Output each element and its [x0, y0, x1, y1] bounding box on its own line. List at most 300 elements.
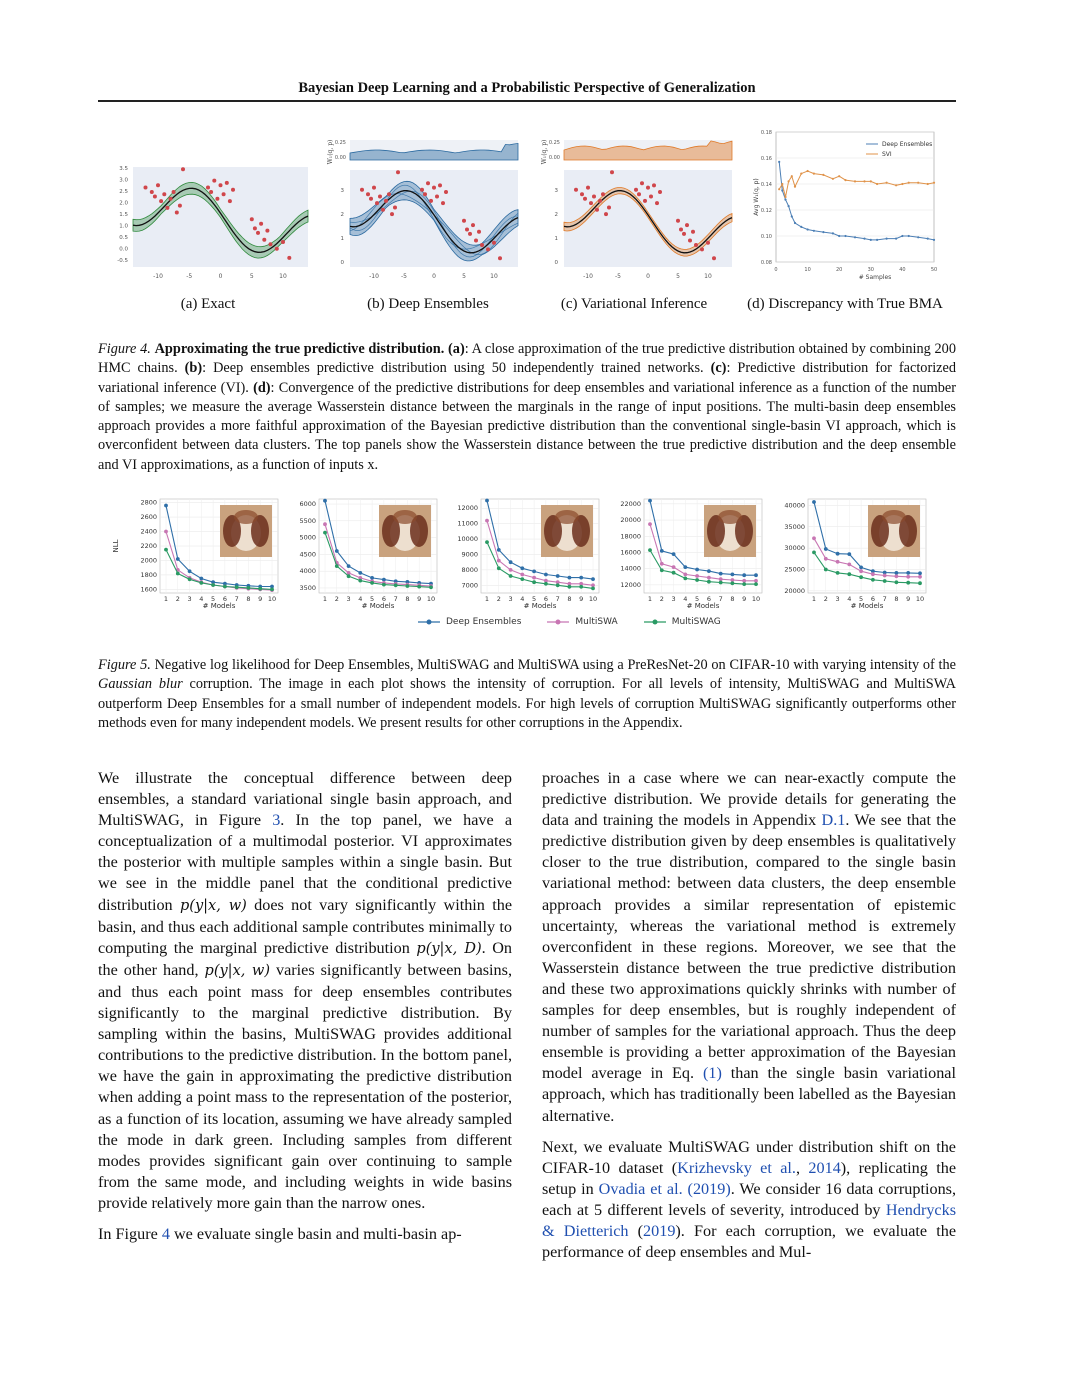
equation-1-link[interactable]: (1) [702, 1064, 722, 1083]
data-point [691, 230, 695, 234]
data-point [225, 181, 229, 185]
x-tick-label: 1 [484, 595, 490, 603]
series-point-multiswa [707, 576, 711, 580]
y-tick-label: 0.18 [760, 130, 772, 136]
series-point-deep-ensembles [695, 568, 699, 572]
citation-krizhevsky[interactable]: Krizhevsky et al. [677, 1158, 796, 1177]
series-point [886, 238, 888, 240]
series-point [800, 226, 802, 228]
series-point [927, 238, 929, 240]
thumbnail-head-top [234, 510, 258, 524]
series-point-multiswa [754, 579, 758, 583]
x-tick-label: -10 [369, 273, 379, 280]
data-point [396, 170, 400, 174]
data-point [256, 231, 260, 235]
text: Next, we evaluate MultiSWAG under distribution shift on the CIFAR-10 dataset ( [542, 1137, 956, 1177]
series-point-multiswa [895, 574, 899, 578]
data-point [474, 239, 478, 243]
x-tick-label: 10 [588, 595, 598, 603]
series-point-multiswa [918, 575, 922, 579]
series-point-deep-ensembles [579, 576, 583, 580]
figure-5-legend [418, 617, 721, 627]
x-tick-label: -10 [153, 273, 163, 280]
data-point [222, 192, 226, 196]
y-tick-label: 2000 [140, 556, 157, 565]
series-point-deep-ensembles [836, 552, 840, 556]
series-point-multiswa [859, 569, 863, 573]
x-tick-label: 10 [490, 273, 498, 280]
text: , [795, 1158, 801, 1177]
series-point-deep-ensembles [906, 571, 910, 575]
appendix-d1-link[interactable]: D.1 [821, 811, 846, 830]
panel-d-discrepancy-chart [746, 122, 946, 292]
series-point-multiswa [824, 557, 828, 561]
text: In Figure [98, 1224, 158, 1243]
figure-3-link[interactable]: 3 [272, 811, 281, 830]
series-point-multiswag [812, 551, 816, 555]
y-tick-label: 11000 [457, 519, 478, 528]
fig4-d: (d) [253, 379, 271, 396]
x-tick-label: 6 [706, 595, 711, 603]
data-point [468, 232, 472, 236]
x-axis-label: # Models [361, 602, 395, 610]
data-point [592, 195, 596, 199]
series-point-deep-ensembles [497, 548, 501, 552]
series-point-deep-ensembles [812, 500, 816, 504]
series-point-multiswag [258, 587, 262, 591]
series-point-multiswa [520, 573, 524, 577]
series-point-multiswag [579, 585, 583, 589]
x-tick-label: 20 [836, 267, 843, 273]
x-tick-label: 4 [847, 595, 852, 603]
series-point [813, 230, 815, 232]
x-tick-label: 5 [695, 595, 700, 603]
series-point [870, 239, 872, 241]
series-point [778, 188, 780, 190]
series-point-deep-ensembles [847, 552, 851, 556]
series-point-deep-ensembles [731, 573, 735, 577]
series-point [781, 189, 783, 191]
y-tick-label: 3.5 [119, 166, 128, 172]
data-point [231, 188, 235, 192]
x-tick-label: 6 [870, 595, 875, 603]
data-point [212, 179, 216, 183]
citation-ovadia[interactable]: Ovadia et al. (2019) [598, 1179, 731, 1198]
series-point-multiswag [906, 581, 910, 585]
y-tick-label: 2400 [140, 527, 157, 536]
series-point-multiswa [871, 572, 875, 576]
series-point [917, 182, 919, 184]
series-point-deep-ensembles [895, 571, 899, 575]
data-point [435, 195, 439, 199]
series-point-deep-ensembles [742, 573, 746, 577]
series-point-deep-ensembles [370, 576, 374, 580]
inset-tick-label: 0.25 [548, 140, 560, 146]
series-point [788, 205, 790, 207]
series-point-deep-ensembles [358, 571, 362, 575]
figure-5-caption [98, 656, 956, 733]
x-tick-label: 4 [520, 595, 525, 603]
text: proaches in a case where we can near-exactly compute the predictive distribution. We provide details for generating the data and training the models in Appendix [542, 769, 956, 830]
text: . On the other hand, [98, 938, 512, 979]
data-point [676, 219, 680, 223]
series-point [813, 173, 815, 175]
series-point-multiswag [847, 572, 851, 576]
y-tick-label: 1 [340, 236, 344, 242]
series-point-deep-ensembles [199, 577, 203, 581]
x-tick-label: 9 [742, 595, 747, 603]
series-point [908, 182, 910, 184]
series-point-deep-ensembles [859, 566, 863, 570]
data-point [423, 192, 427, 196]
data-point [652, 183, 656, 187]
series-point [778, 161, 780, 163]
x-tick-label: 5 [370, 595, 375, 603]
data-point [604, 212, 608, 216]
y-tick-label: -0.5 [117, 258, 128, 264]
data-point [589, 201, 593, 205]
series-point-multiswag [695, 578, 699, 582]
fig5-label: Figure 5. [98, 657, 151, 673]
data-point [634, 188, 638, 192]
series-point-deep-ensembles [382, 578, 386, 582]
y-tick-label: 0.5 [119, 235, 128, 241]
x-tick-label: 2 [659, 595, 664, 603]
text: ), replicating the setup in [542, 1158, 956, 1198]
x-axis-label: # Models [686, 602, 720, 610]
y-tick-label: 3 [340, 188, 344, 194]
citation-hendrycks[interactable]: Hendrycks & Dietterich [542, 1200, 957, 1240]
x-tick-label: 40 [899, 267, 906, 273]
x-tick-label: 10 [279, 273, 287, 280]
series-point-multiswag [429, 585, 433, 589]
data-point [480, 243, 484, 247]
data-point [498, 256, 502, 260]
data-point [259, 222, 263, 226]
x-tick-label: -10 [583, 273, 593, 280]
data-point [580, 192, 584, 196]
series-point [784, 196, 786, 198]
y-tick-label: 4000 [299, 567, 316, 576]
x-tick-label: -5 [186, 273, 193, 280]
legend-label-multiswa: MultiSWA [575, 617, 618, 627]
series-point-multiswag [406, 584, 410, 588]
series-point-multiswag [707, 580, 711, 584]
y-tick-label: 5000 [299, 533, 316, 542]
series-point [863, 180, 865, 182]
data-point [165, 206, 169, 210]
x-tick-label: 5 [211, 595, 216, 603]
data-point [175, 211, 179, 215]
nll-chart-2 [281, 495, 446, 615]
x-tick-label: 5 [462, 273, 466, 280]
figure-5 [98, 495, 958, 635]
x-tick-label: 3 [187, 595, 192, 603]
series-point [791, 175, 793, 177]
data-point [685, 223, 689, 227]
series-point-multiswag [648, 548, 652, 552]
header-rule [98, 100, 956, 102]
data-point [637, 192, 641, 196]
y-tick-label: 6000 [299, 500, 316, 509]
fig5-text-2: corruption. The image in each plot shows the intensity of corruption. For all levels of intensity, MultiSWAG and MultiSWA outperform Deep Ensembles for a small number of independent models. For high levels of corruption MultiSWAG significantly outperforms other methods even for many independent models. We present results for other corruptions in the Appendix. [98, 676, 956, 731]
data-point [441, 201, 445, 205]
legend-marker-deep-ensembles [418, 618, 440, 626]
nll-chart-4 [606, 495, 771, 615]
y-tick-label: 0 [340, 260, 344, 266]
y-tick-label: 2200 [140, 542, 157, 550]
thumbnail-head-top [393, 510, 417, 524]
y-axis-label: Avg W₁(q, p) [753, 178, 760, 216]
series-point-multiswag [394, 583, 398, 587]
series-point [876, 183, 878, 185]
x-tick-label: 2 [496, 595, 501, 603]
citation-krizhevsky-year[interactable]: 2014 [808, 1158, 841, 1177]
fig4-c: (c) [710, 360, 727, 377]
data-point [387, 192, 391, 196]
text: we evaluate single basin and multi-basin ap- [173, 1224, 462, 1243]
series-point-multiswag [824, 568, 828, 572]
x-tick-label: 0 [218, 273, 223, 280]
data-point [156, 183, 160, 187]
data-point [381, 208, 385, 212]
series-point-multiswag [270, 588, 274, 592]
series-point [863, 238, 865, 240]
nll-chart-5 [770, 495, 935, 615]
series-point-deep-ensembles [824, 547, 828, 551]
series-point [794, 186, 796, 188]
citation-hendrycks-year[interactable]: 2019 [643, 1221, 676, 1240]
y-tick-label: 10000 [457, 535, 478, 544]
y-tick-label: 0 [554, 260, 558, 266]
series-point-multiswag [335, 564, 339, 568]
series-point-deep-ensembles [556, 574, 560, 578]
x-tick-label: 8 [567, 595, 572, 603]
series-point [854, 180, 856, 182]
y-tick-label: 22000 [620, 499, 641, 508]
y-tick-label: 3 [554, 188, 558, 194]
data-point [366, 192, 370, 196]
data-point [269, 242, 273, 246]
series-point-multiswag [918, 581, 922, 585]
data-point [215, 197, 219, 201]
series-point-multiswag [176, 572, 180, 576]
right-column [542, 768, 956, 1273]
series-point-deep-ensembles [335, 549, 339, 553]
plot-background [564, 170, 732, 267]
data-point [646, 186, 650, 190]
legend-marker-multiswa [547, 618, 569, 626]
y-tick-label: 7000 [461, 581, 478, 590]
x-tick-label: 8 [730, 595, 735, 603]
y-tick-label: 9000 [461, 550, 478, 559]
x-tick-label: 2 [334, 595, 339, 603]
text: than the single basin variational approach, which has traditionally been labelled as the Bayesian alternative. [542, 1064, 956, 1125]
data-point [477, 230, 481, 234]
data-point [438, 183, 442, 187]
data-point [393, 206, 397, 210]
data-point [465, 228, 469, 232]
series-point-deep-ensembles [188, 569, 192, 573]
data-point [486, 247, 490, 251]
x-tick-label: 3 [835, 595, 840, 603]
series-point-deep-ensembles [164, 504, 168, 508]
fig4-b-text: : Deep ensembles predictive distribution using 50 independently trained networks. [202, 360, 704, 377]
x-tick-label: 6 [381, 595, 386, 603]
y-tick-label: 18000 [620, 532, 641, 541]
series-point-multiswa [648, 522, 652, 526]
fig4-label: Figure 4. [98, 341, 151, 357]
x-tick-label: 10 [751, 595, 761, 603]
running-header: Bayesian Deep Learning and a Probabilistic Perspective of Generalization [298, 80, 756, 96]
series-point-deep-ensembles [719, 572, 723, 576]
series-point-multiswag [532, 580, 536, 584]
series-point [832, 232, 834, 234]
x-tick-label: 6 [543, 595, 548, 603]
series-point-multiswa [695, 574, 699, 578]
series-point-multiswa [485, 519, 489, 523]
figure-4-link[interactable]: 4 [161, 1224, 170, 1243]
legend-label: SVI [882, 151, 892, 158]
x-tick-label: 9 [906, 595, 911, 603]
legend-multiswa [547, 617, 617, 627]
series-point [933, 239, 935, 241]
series-point-multiswag [188, 577, 192, 581]
series-point-multiswa [509, 568, 513, 572]
series-point-multiswag [859, 575, 863, 579]
data-point [378, 195, 382, 199]
series-point-multiswa [812, 536, 816, 540]
series-point-multiswag [199, 581, 203, 585]
legend-label: Deep Ensembles [882, 141, 933, 148]
data-point [384, 199, 388, 203]
x-tick-label: 0 [774, 267, 778, 273]
series-point-multiswag [370, 581, 374, 585]
series-point [807, 228, 809, 230]
series-point-multiswa [719, 577, 723, 581]
data-point [169, 197, 173, 201]
data-point [375, 201, 379, 205]
x-axis-label: # Samples [858, 274, 892, 281]
data-point [390, 212, 394, 216]
left-column [98, 768, 512, 1255]
series-point-multiswa [847, 563, 851, 567]
fig4-title: Approximating the true predictive distribution. [154, 341, 445, 357]
data-point [492, 241, 496, 245]
x-tick-label: -5 [401, 273, 407, 280]
y-tick-label: 1.5 [119, 212, 128, 218]
y-tick-label: 30000 [784, 544, 805, 553]
x-tick-label: 0 [646, 273, 650, 280]
x-tick-label: 9 [579, 595, 584, 603]
text: varies significantly between basins, and thus each point mass for deep ensembles contributes significantly to the marginal predictive distribution. By sampling within the basins, MultiSWAG provides additional contributions to the predictive distribution. In the bottom panel, we have the gain in approximating the predictive distribution when adding a point mass to the representation of the posterior, as a function of its location, assuming we have already sampled the mode in dark green. Including samples from different modes provides significant gain over continuing to sample from the same mode, and including weights in wide basins provide relatively more gain than the narrow ones. [98, 960, 512, 1212]
x-tick-label: 7 [718, 595, 723, 603]
data-point [432, 186, 436, 190]
inset-tick-label: 0.25 [334, 140, 346, 146]
x-tick-label: 6 [222, 595, 227, 603]
data-point [281, 240, 285, 244]
y-tick-label: 12000 [457, 504, 478, 513]
series-point-deep-ensembles [509, 560, 513, 564]
y-tick-label: 5500 [299, 516, 316, 525]
data-point [360, 188, 364, 192]
x-tick-label: 7 [234, 595, 239, 603]
data-point [688, 239, 692, 243]
y-tick-label: 2800 [140, 498, 157, 507]
series-point [791, 215, 793, 217]
y-tick-label: 2 [554, 212, 558, 218]
data-point [420, 188, 424, 192]
data-point [209, 190, 213, 194]
series-point-multiswag [883, 579, 887, 583]
y-tick-label: 2600 [140, 513, 157, 522]
x-tick-label: 1 [163, 595, 169, 603]
x-tick-label: 10 [267, 595, 277, 603]
y-tick-label: 20000 [620, 516, 641, 525]
data-point [429, 199, 433, 203]
data-point [583, 197, 587, 201]
series-point-multiswag [742, 582, 746, 586]
series-point-deep-ensembles [660, 549, 664, 553]
text: . In the top panel, we have a conceptualization of a multimodal posterior. VI approximates the posterior with multiple samples within a single basin. But we see in the middle panel that the conditional predictive distribution [98, 811, 513, 914]
series-point-multiswag [235, 585, 239, 589]
y-tick-label: 3.0 [119, 177, 128, 184]
y-tick-label: 25000 [784, 565, 805, 574]
y-tick-label: 3500 [299, 583, 316, 592]
data-point [275, 247, 279, 251]
data-point [369, 197, 373, 201]
x-tick-label: 3 [346, 595, 351, 603]
data-point [610, 170, 614, 174]
data-point [700, 247, 704, 251]
y-tick-label: 8000 [461, 565, 478, 574]
series-point [807, 170, 809, 172]
series-point [794, 222, 796, 224]
inset-tick-label: 0.00 [548, 155, 560, 161]
series-point-multiswag [731, 581, 735, 585]
text: We illustrate the conceptual difference between deep ensembles, a standard variational single basin approach, and MultiSWAG, in Figure [98, 769, 512, 830]
data-point [586, 186, 590, 190]
inset-tick-label: 0.00 [334, 155, 346, 161]
math-p-y-x-w: p(y|x, w) [180, 897, 247, 914]
plot-frame [776, 132, 934, 262]
data-point [287, 256, 291, 260]
series-point [927, 183, 929, 185]
x-tick-label: 9 [258, 595, 263, 603]
x-tick-label: 5 [249, 273, 254, 280]
series-point-multiswag [683, 577, 687, 581]
series-point-multiswag [754, 582, 758, 586]
right-paragraph-2 [542, 1137, 956, 1264]
x-tick-label: 9 [417, 595, 422, 603]
thumbnail-head-top [882, 510, 906, 524]
x-tick-label: 8 [405, 595, 410, 603]
series-point-deep-ensembles [520, 566, 524, 570]
x-tick-label: 3 [508, 595, 513, 603]
x-axis-label: # Models [202, 602, 236, 610]
data-point [649, 195, 653, 199]
data-point [228, 199, 232, 203]
series-point-multiswag [323, 531, 327, 535]
series-point-multiswa [660, 562, 664, 566]
y-tick-label: 0.14 [760, 182, 772, 188]
y-tick-label: 12000 [620, 580, 641, 589]
y-tick-label: 40000 [784, 501, 805, 510]
legend-deep-ensembles [418, 617, 521, 627]
series-point [933, 182, 935, 184]
y-axis-label: NLL [112, 539, 120, 553]
series-point [800, 173, 802, 175]
